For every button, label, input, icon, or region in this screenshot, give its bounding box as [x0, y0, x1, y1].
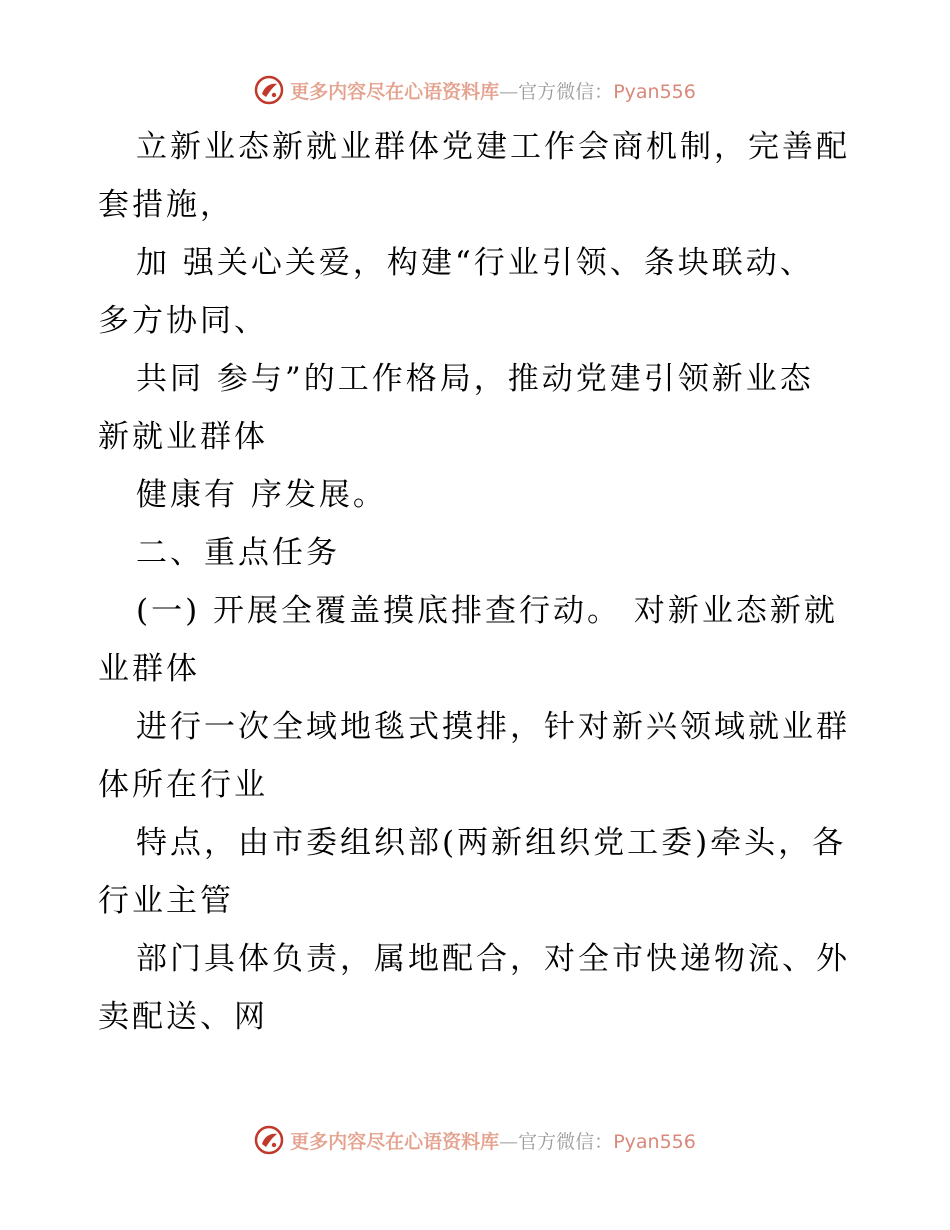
watermark-dash: —	[499, 80, 519, 103]
watermark-side-text: 官方微信：	[518, 1130, 614, 1153]
watermark-dash: —	[499, 1130, 519, 1153]
paragraph-line: 健康有 序发展。	[136, 477, 387, 513]
watermark-main-text: 更多内容尽在心语资料库	[290, 80, 500, 103]
paragraph-line: 立新业态新就业群体党建工作会商机制，完善配	[136, 129, 850, 165]
seal-logo-icon	[254, 1125, 284, 1155]
watermark-text	[290, 77, 696, 104]
paragraph-line: 新就业群体	[98, 419, 268, 455]
watermark-id-text: Pyan556	[613, 80, 696, 103]
seal-logo-icon	[254, 75, 284, 105]
paragraph-line: 体所在行业	[98, 767, 268, 803]
watermark-text	[290, 1127, 696, 1154]
watermark-id-text: Pyan556	[613, 1130, 696, 1153]
paragraph-line: 行业主管	[98, 883, 234, 919]
paragraph-line: 卖配送、网	[98, 999, 268, 1035]
section-heading: 二、重点任务	[136, 535, 340, 571]
paragraph-line: 多方协同、	[98, 303, 268, 339]
footer-watermark	[0, 1120, 950, 1160]
document-body	[98, 118, 858, 1046]
paragraph-line: 套措施，	[98, 187, 234, 223]
paragraph-line: 业群体	[98, 651, 200, 687]
header-watermark	[0, 70, 950, 110]
paragraph-line: 特点，由市委组织部(两新组织党工委)牵头，各	[136, 825, 847, 861]
paragraph-line: 部门具体负责，属地配合，对全市快递物流、外	[136, 941, 850, 977]
watermark-main-text: 更多内容尽在心语资料库	[290, 1130, 500, 1153]
paragraph-line: 进行一次全域地毯式摸排，针对新兴领域就业群	[136, 709, 850, 745]
paragraph-line: (一) 开展全覆盖摸底排查行动。 对新业态新就	[136, 593, 838, 629]
watermark-side-text: 官方微信：	[518, 80, 614, 103]
paragraph-line: 加 强关心关爱，构建“行业引领、条块联动、	[136, 245, 814, 281]
paragraph-line: 共同 参与”的工作格局，推动党建引领新业态	[136, 361, 814, 397]
